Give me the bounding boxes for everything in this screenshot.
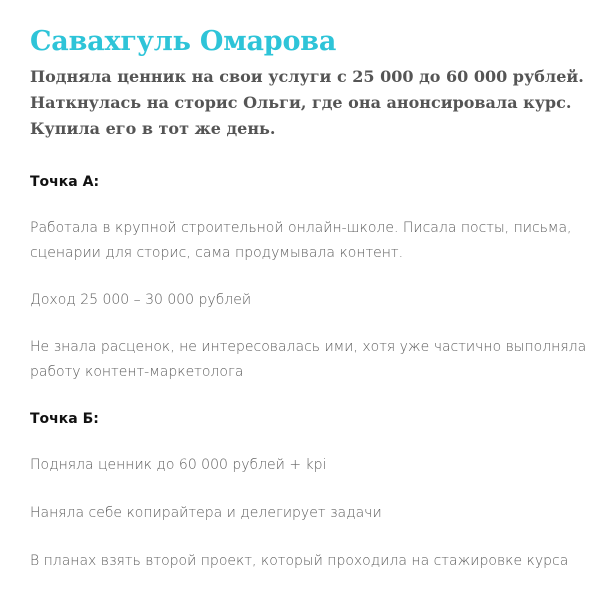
paragraph-line: Не знала расценок, не интересовалась ими, хотя уже частично выполняла [30,339,587,355]
point-a-title: Точка А: [30,174,100,190]
point-a-paragraph-3 [30,335,587,385]
paragraph-line: В планах взять второй проект, который проходила на стажировке курса [30,553,569,569]
summary-line: Подняла ценник на свои услуги с 25 000 до 60 000 рублей. [30,67,584,86]
paragraph-line: работу контент-маркетолога [30,364,244,380]
summary-line: Купила его в тот же день. [30,119,276,138]
point-a-paragraph-2 [30,288,574,313]
point-b-paragraph-1 [30,453,574,478]
point-b-paragraph-2 [30,501,574,526]
point-a-paragraph-1 [30,216,574,266]
paragraph-line: сценарии для сторис, сама продумывала контент. [30,245,404,261]
person-name: Савахгуль Омарова [30,26,337,57]
point-b-paragraph-3 [30,549,574,574]
testimonial-summary [30,64,584,142]
paragraph-line: Доход 25 000 – 30 000 рублей [30,292,252,308]
paragraph-line: Подняла ценник до 60 000 рублей + kpi [30,457,327,473]
point-b-title: Точка Б: [30,411,99,427]
summary-line: Наткнулась на сторис Ольги, где она анонсировала курс. [30,93,572,112]
paragraph-line: Наняла себе копирайтера и делегирует задачи [30,505,382,521]
paragraph-line: Работала в крупной строительной онлайн-школе. Писала посты, письма, [30,220,572,236]
